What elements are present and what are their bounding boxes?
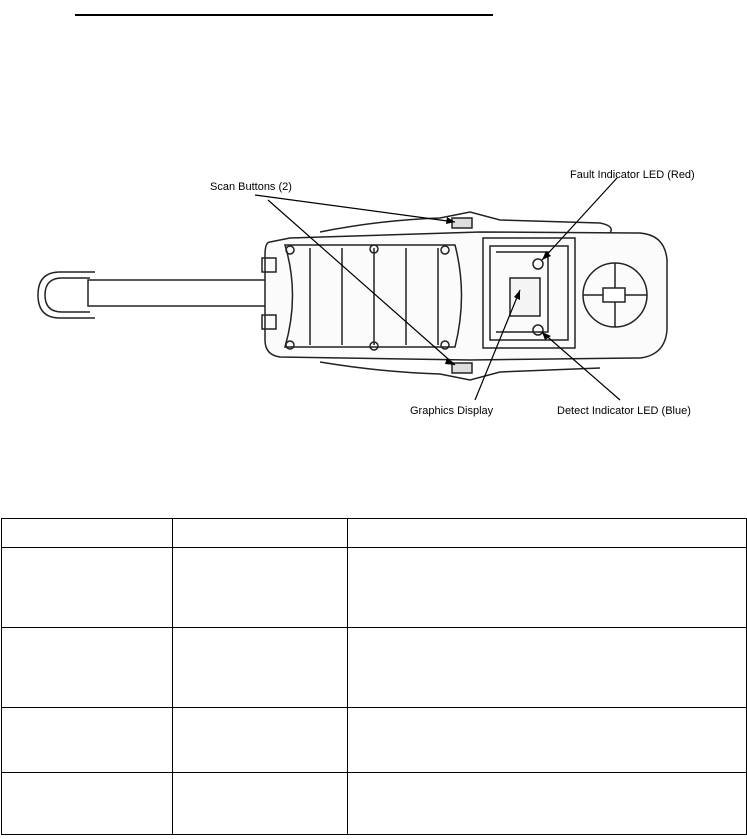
device-body [262,212,667,380]
table-cell [173,773,348,835]
table-cell [348,628,747,708]
spec-table [1,518,747,835]
table-row [2,708,747,773]
table-cell [348,708,747,773]
table-cell [173,708,348,773]
table-cell [173,548,348,628]
table-cell [2,548,173,628]
table-cell [2,708,173,773]
table-header-cell [2,519,173,548]
table-cell [348,773,747,835]
callout-scan-buttons: Scan Buttons (2) [210,181,292,193]
table-row [2,548,747,628]
table-cell [173,628,348,708]
table-row [2,628,747,708]
device-diagram [0,160,747,430]
table-row [2,773,747,835]
callout-detect-led: Detect Indicator LED (Blue) [557,405,691,417]
callout-graphics-display: Graphics Display [410,405,494,417]
table-cell [2,628,173,708]
table-header-cell [173,519,348,548]
table-header-cell [348,519,747,548]
table-cell [2,773,173,835]
table-cell [348,548,747,628]
top-rule [75,14,493,16]
table-header-row [2,519,747,548]
handle [38,272,280,318]
device-drawing [0,160,747,430]
callout-fault-led: Fault Indicator LED (Red) [570,169,695,181]
